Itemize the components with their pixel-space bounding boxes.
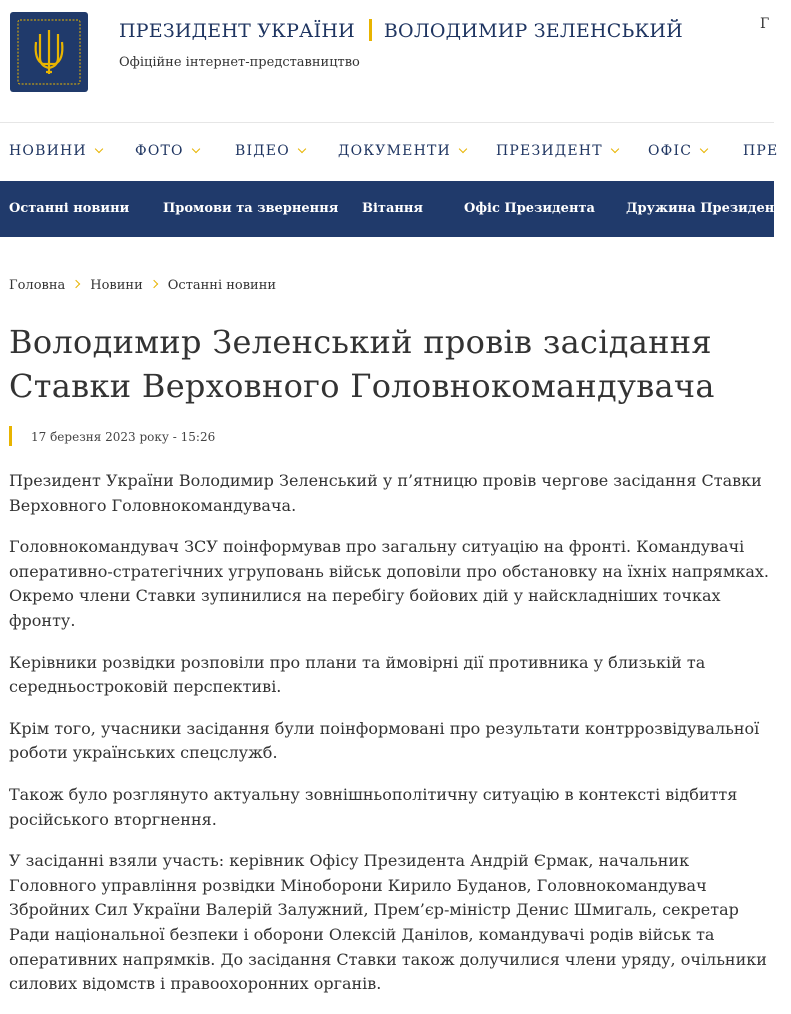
menu-item-label: ОФІС [648, 143, 693, 159]
menu-item-photo[interactable] [135, 143, 199, 159]
site-logo[interactable] [10, 12, 88, 92]
menu-item-video[interactable] [235, 143, 305, 159]
menu-item-more[interactable] [743, 143, 778, 159]
breadcrumb [9, 278, 276, 293]
chevron-down-icon [700, 145, 708, 153]
title-separator [369, 19, 372, 41]
article-date: 17 березня 2023 року - 15:26 [31, 430, 216, 444]
chevron-right-icon [150, 280, 158, 288]
menu-item-label: ДОКУМЕНТИ [338, 143, 451, 159]
date-accent-bar [9, 426, 12, 446]
menu-item-president[interactable] [496, 143, 618, 159]
article-paragraph: Президент України Володимир Зеленський у п’ятницю провів чергове засідання Ставки Верховного Головнокомандувача. [9, 471, 762, 515]
chevron-down-icon [95, 145, 103, 153]
chevron-right-icon [72, 280, 80, 288]
breadcrumb-current[interactable]: Останні новини [167, 278, 277, 293]
sub-menu [0, 181, 791, 237]
chevron-down-icon [459, 145, 467, 153]
article-paragraph: Керівники розвідки розповіли про плани та ймовірні дії противника у близькій та середньостроковій перспективі. [9, 652, 706, 697]
menu-item-label: ВІДЕО [235, 143, 290, 159]
breadcrumb-news[interactable]: Новини [90, 278, 143, 293]
submenu-item-office[interactable]: Офіс Президента [464, 201, 595, 216]
menu-item-label: НОВИНИ [9, 143, 87, 159]
chevron-down-icon [191, 145, 199, 153]
menu-item-label: ПРЕ [743, 143, 779, 159]
site-header [0, 0, 774, 123]
submenu-item-first-lady[interactable]: Дружина Президента [626, 201, 791, 216]
submenu-item-speeches[interactable]: Промови та звернення [163, 201, 339, 216]
article-paragraph: Також було розглянуто актуальну зовнішньополітичну ситуацію в контексті відбиття російського вторгнення. [9, 784, 738, 829]
chevron-down-icon [610, 145, 618, 153]
site-title-text: ПРЕЗИДЕНТ УКРАЇНИ [119, 20, 355, 42]
article-paragraph: У засіданні взяли участь: керівник Офісу Президента Андрій Єрмак, начальник Головного управління розвідки Міноборони Кирило Буданов, Головнокомандувач Збройних Сил України Валерій Залужний, Прем’єр-міністр Денис Шмигаль, секретар Ради національної безпеки і оборони Олексій Данілов, командувачі родів військ та оперативних напрямків. До засідання Ставки також долучилися члени уряду, очільники силових відомств і правоохоронних органів. [9, 851, 767, 994]
main-menu [0, 124, 779, 180]
site-subtitle: Офіційне інтернет-представництво [119, 55, 360, 70]
menu-item-label: ФОТО [135, 143, 184, 159]
article-paragraph: Крім того, учасники засідання були поінформовані про результати контррозвідувальної роботи українських спецслужб. [9, 718, 760, 763]
page-title: Володимир Зеленський провів засідання Ставки Верховного Головнокомандувача [9, 323, 715, 405]
chevron-down-icon [298, 145, 306, 153]
trident-emblem-icon [10, 12, 88, 92]
site-title[interactable] [119, 19, 683, 42]
submenu-item-greetings[interactable]: Вітання [362, 201, 424, 216]
breadcrumb-home[interactable]: Головна [9, 278, 66, 293]
menu-item-documents[interactable] [338, 143, 466, 159]
site-title-name: ВОЛОДИМИР ЗЕЛЕНСЬКИЙ [383, 20, 683, 42]
menu-item-news[interactable] [9, 143, 102, 159]
menu-item-label: ПРЕЗИДЕНТ [496, 143, 603, 159]
article-body [9, 469, 769, 1014]
menu-item-office[interactable] [648, 143, 707, 159]
submenu-item-latest-news[interactable]: Останні новини [9, 201, 130, 216]
header-divider [0, 122, 774, 123]
language-switch[interactable]: Г [760, 16, 770, 32]
article-paragraph: Головнокомандувач ЗСУ поінформував про загальну ситуацію на фронті. Командувачі оперативно-стратегічних угруповань військ доповіли про обстановку на їхніх напрямках. Окремо члени Ставки зупинилися на перебігу бойових дій у найскладніших точках фронту. [9, 537, 769, 630]
